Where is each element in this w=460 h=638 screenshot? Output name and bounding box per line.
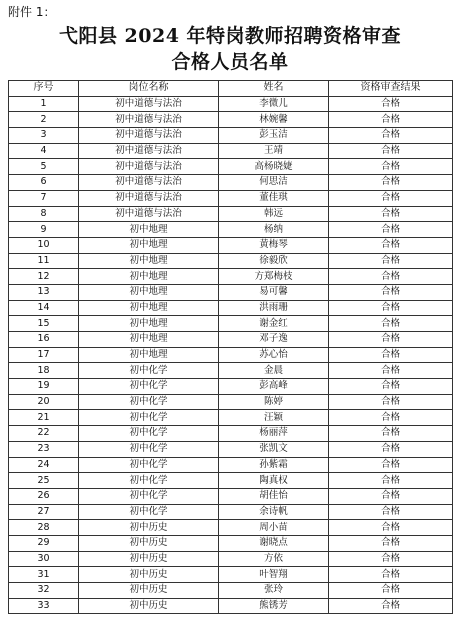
table-row [9, 567, 453, 583]
cell-serial-number: 9 [9, 222, 79, 238]
table-row [9, 300, 453, 316]
cell-position-name: 初中历史 [79, 583, 219, 599]
cell-serial-number: 12 [9, 269, 79, 285]
cell-position-name: 初中道德与法治 [79, 190, 219, 206]
cell-serial-number: 21 [9, 410, 79, 426]
table-row [9, 488, 453, 504]
cell-serial-number: 33 [9, 598, 79, 614]
table-row [9, 535, 453, 551]
table-header-row [9, 81, 453, 97]
cell-position-name: 初中道德与法治 [79, 175, 219, 191]
cell-serial-number: 3 [9, 128, 79, 144]
cell-name: 熊锈芳 [219, 598, 329, 614]
cell-review-result: 合格 [329, 190, 453, 206]
cell-serial-number: 10 [9, 237, 79, 253]
cell-name: 徐毅欣 [219, 253, 329, 269]
table-row [9, 253, 453, 269]
cell-serial-number: 32 [9, 583, 79, 599]
cell-position-name: 初中地理 [79, 347, 219, 363]
cell-serial-number: 15 [9, 316, 79, 332]
cell-name: 韩远 [219, 206, 329, 222]
cell-serial-number: 1 [9, 96, 79, 112]
cell-name: 金晨 [219, 363, 329, 379]
cell-serial-number: 13 [9, 284, 79, 300]
cell-review-result: 合格 [329, 583, 453, 599]
cell-serial-number: 28 [9, 520, 79, 536]
cell-review-result: 合格 [329, 112, 453, 128]
cell-review-result: 合格 [329, 551, 453, 567]
cell-serial-number: 14 [9, 300, 79, 316]
cell-review-result: 合格 [329, 504, 453, 520]
cell-position-name: 初中化学 [79, 457, 219, 473]
cell-review-result: 合格 [329, 316, 453, 332]
cell-review-result: 合格 [329, 426, 453, 442]
cell-position-name: 初中道德与法治 [79, 159, 219, 175]
cell-serial-number: 4 [9, 143, 79, 159]
table-row [9, 394, 453, 410]
cell-review-result: 合格 [329, 520, 453, 536]
cell-review-result: 合格 [329, 363, 453, 379]
cell-position-name: 初中地理 [79, 222, 219, 238]
cell-name: 何思洁 [219, 175, 329, 191]
table-row [9, 473, 453, 489]
cell-serial-number: 19 [9, 379, 79, 395]
cell-serial-number: 17 [9, 347, 79, 363]
cell-name: 彭高峰 [219, 379, 329, 395]
cell-position-name: 初中化学 [79, 379, 219, 395]
header-name: 姓名 [219, 81, 329, 97]
cell-name: 黄梅琴 [219, 237, 329, 253]
cell-name: 彭玉洁 [219, 128, 329, 144]
table-row [9, 190, 453, 206]
cell-name: 谢晓点 [219, 535, 329, 551]
cell-serial-number: 18 [9, 363, 79, 379]
cell-review-result: 合格 [329, 332, 453, 348]
cell-serial-number: 7 [9, 190, 79, 206]
cell-position-name: 初中道德与法治 [79, 128, 219, 144]
cell-name: 李微儿 [219, 96, 329, 112]
cell-position-name: 初中地理 [79, 253, 219, 269]
cell-serial-number: 22 [9, 426, 79, 442]
cell-position-name: 初中道德与法治 [79, 206, 219, 222]
cell-position-name: 初中化学 [79, 488, 219, 504]
table-row [9, 237, 453, 253]
table-body [9, 96, 453, 614]
cell-position-name: 初中历史 [79, 535, 219, 551]
cell-review-result: 合格 [329, 96, 453, 112]
cell-review-result: 合格 [329, 394, 453, 410]
cell-position-name: 初中历史 [79, 598, 219, 614]
cell-position-name: 初中化学 [79, 410, 219, 426]
cell-name: 余诗帆 [219, 504, 329, 520]
table-row [9, 583, 453, 599]
cell-review-result: 合格 [329, 567, 453, 583]
cell-serial-number: 23 [9, 441, 79, 457]
cell-serial-number: 8 [9, 206, 79, 222]
cell-name: 林婉馨 [219, 112, 329, 128]
cell-name: 孙紫霜 [219, 457, 329, 473]
cell-review-result: 合格 [329, 347, 453, 363]
header-serial-number: 序号 [9, 81, 79, 97]
cell-position-name: 初中地理 [79, 332, 219, 348]
cell-name: 王靖 [219, 143, 329, 159]
cell-name: 汪颖 [219, 410, 329, 426]
table-row [9, 426, 453, 442]
cell-name: 杨丽萍 [219, 426, 329, 442]
cell-name: 苏心怡 [219, 347, 329, 363]
table-row [9, 332, 453, 348]
table-row [9, 112, 453, 128]
cell-position-name: 初中地理 [79, 316, 219, 332]
cell-serial-number: 2 [9, 112, 79, 128]
table-row [9, 441, 453, 457]
cell-serial-number: 6 [9, 175, 79, 191]
qualified-personnel-table [8, 80, 453, 614]
cell-position-name: 初中地理 [79, 300, 219, 316]
cell-review-result: 合格 [329, 473, 453, 489]
table-row [9, 269, 453, 285]
document-subtitle: 合格人员名单 [171, 51, 289, 73]
cell-name: 谢金红 [219, 316, 329, 332]
cell-review-result: 合格 [329, 457, 453, 473]
cell-name: 陶真权 [219, 473, 329, 489]
cell-serial-number: 31 [9, 567, 79, 583]
table-row [9, 143, 453, 159]
cell-name: 方郑梅枝 [219, 269, 329, 285]
cell-position-name: 初中化学 [79, 504, 219, 520]
cell-serial-number: 25 [9, 473, 79, 489]
cell-review-result: 合格 [329, 222, 453, 238]
table-row [9, 347, 453, 363]
table-row [9, 379, 453, 395]
cell-review-result: 合格 [329, 598, 453, 614]
cell-position-name: 初中化学 [79, 441, 219, 457]
table-row [9, 222, 453, 238]
table-row [9, 457, 453, 473]
cell-name: 陈婷 [219, 394, 329, 410]
cell-review-result: 合格 [329, 269, 453, 285]
cell-name: 邓子逸 [219, 332, 329, 348]
cell-position-name: 初中地理 [79, 284, 219, 300]
cell-review-result: 合格 [329, 379, 453, 395]
cell-position-name: 初中道德与法治 [79, 96, 219, 112]
cell-serial-number: 11 [9, 253, 79, 269]
cell-position-name: 初中历史 [79, 520, 219, 536]
cell-serial-number: 26 [9, 488, 79, 504]
cell-position-name: 初中道德与法治 [79, 143, 219, 159]
table-row [9, 504, 453, 520]
table-row [9, 410, 453, 426]
table-row [9, 96, 453, 112]
cell-review-result: 合格 [329, 128, 453, 144]
cell-serial-number: 24 [9, 457, 79, 473]
cell-review-result: 合格 [329, 237, 453, 253]
cell-name: 高杨晓婕 [219, 159, 329, 175]
header-review-result: 资格审查结果 [329, 81, 453, 97]
cell-review-result: 合格 [329, 284, 453, 300]
cell-position-name: 初中化学 [79, 394, 219, 410]
cell-name: 易可馨 [219, 284, 329, 300]
cell-position-name: 初中地理 [79, 269, 219, 285]
cell-review-result: 合格 [329, 488, 453, 504]
table-row [9, 128, 453, 144]
cell-name: 张玲 [219, 583, 329, 599]
cell-serial-number: 5 [9, 159, 79, 175]
cell-name: 张凯文 [219, 441, 329, 457]
cell-serial-number: 16 [9, 332, 79, 348]
cell-review-result: 合格 [329, 206, 453, 222]
cell-review-result: 合格 [329, 300, 453, 316]
cell-review-result: 合格 [329, 410, 453, 426]
table-row [9, 520, 453, 536]
cell-position-name: 初中化学 [79, 426, 219, 442]
cell-position-name: 初中地理 [79, 237, 219, 253]
cell-name: 周小苗 [219, 520, 329, 536]
document-title: 弋阳县 2024 年特岗教师招聘资格审查 [58, 25, 402, 47]
cell-review-result: 合格 [329, 441, 453, 457]
cell-position-name: 初中化学 [79, 363, 219, 379]
cell-serial-number: 20 [9, 394, 79, 410]
table-row [9, 316, 453, 332]
cell-review-result: 合格 [329, 535, 453, 551]
cell-serial-number: 27 [9, 504, 79, 520]
table-row [9, 551, 453, 567]
table-row [9, 175, 453, 191]
table-row [9, 206, 453, 222]
table-row [9, 284, 453, 300]
cell-review-result: 合格 [329, 143, 453, 159]
header-position-name: 岗位名称 [79, 81, 219, 97]
cell-name: 胡佳怡 [219, 488, 329, 504]
cell-name: 董佳琪 [219, 190, 329, 206]
cell-position-name: 初中历史 [79, 567, 219, 583]
cell-name: 洪雨珊 [219, 300, 329, 316]
cell-name: 叶智翔 [219, 567, 329, 583]
cell-position-name: 初中化学 [79, 473, 219, 489]
cell-position-name: 初中历史 [79, 551, 219, 567]
cell-review-result: 合格 [329, 159, 453, 175]
table-row [9, 598, 453, 614]
cell-review-result: 合格 [329, 253, 453, 269]
cell-position-name: 初中道德与法治 [79, 112, 219, 128]
cell-name: 杨纳 [219, 222, 329, 238]
table-row [9, 159, 453, 175]
table-row [9, 363, 453, 379]
cell-serial-number: 30 [9, 551, 79, 567]
cell-name: 方依 [219, 551, 329, 567]
cell-serial-number: 29 [9, 535, 79, 551]
attachment-label: 附件 1： [8, 5, 56, 19]
cell-review-result: 合格 [329, 175, 453, 191]
